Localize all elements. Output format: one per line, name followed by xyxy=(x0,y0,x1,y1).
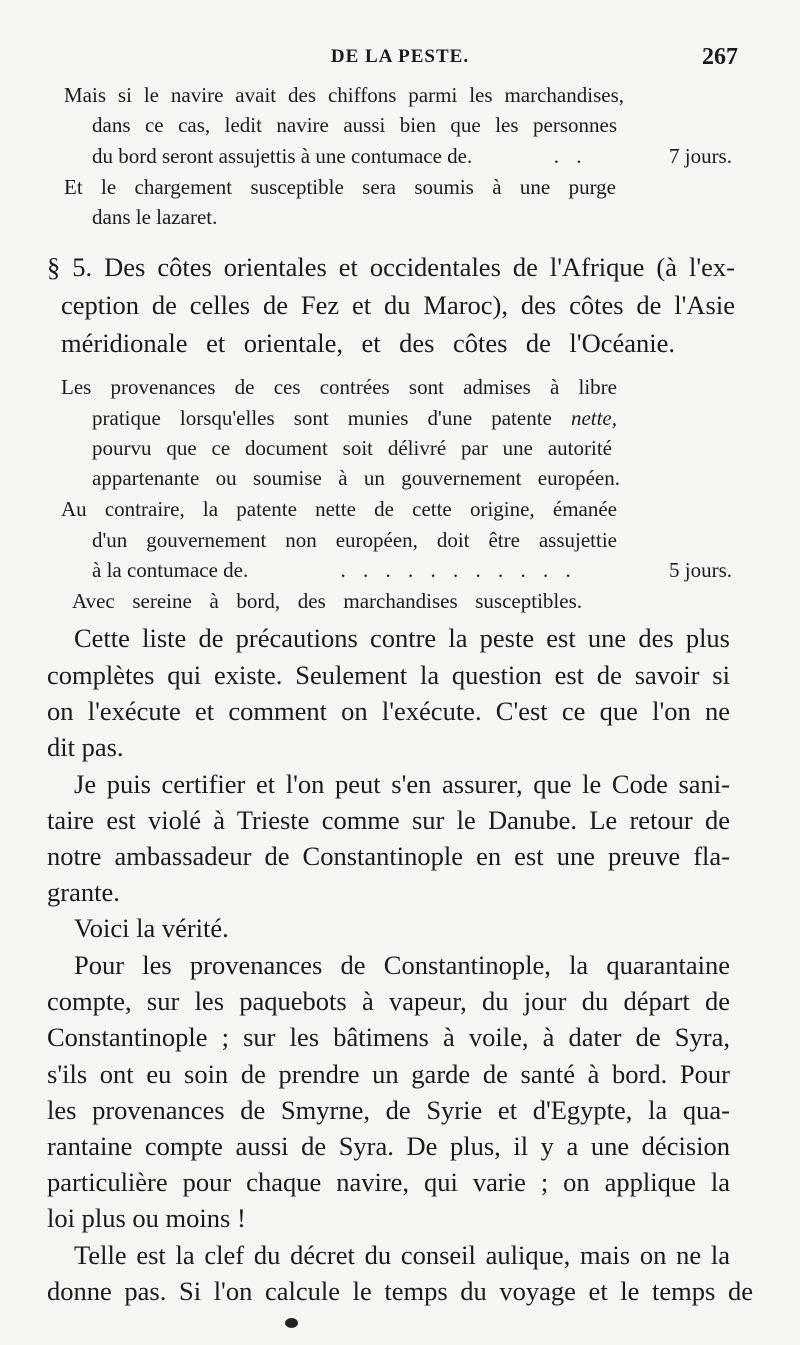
body-line: Voici la vérité. xyxy=(74,913,229,943)
ink-blot-mark xyxy=(285,1318,298,1328)
reg-line: Mais si le navire avait des chiffons parmi les marchandises, xyxy=(64,83,624,107)
body-line: les provenances de Smyrne, de Syrie et d'Egypte, la qua- xyxy=(47,1095,730,1125)
body-line: s'ils ont eu soin de prendre un garde de santé à bord. Pour xyxy=(47,1059,730,1089)
body-line: taire est violé à Trieste comme sur le Danube. Le retour de xyxy=(47,805,730,835)
reg-line-with-duration: du bord seront assujettis à une contumace de. . . 7 jours. xyxy=(92,144,732,168)
page-header xyxy=(60,44,740,76)
reg-line: appartenante ou soumise à un gouvernement européen. xyxy=(92,466,620,490)
section-heading-line: § 5. Des côtes orientales et occidentales de l'Afrique (à l'ex- xyxy=(47,252,735,282)
body-line: particulière pour chaque navire, qui varie ; on applique la xyxy=(47,1167,730,1197)
body-line: loi plus ou moins ! xyxy=(47,1203,246,1233)
body-line: Cette liste de précautions contre la peste est une des plus xyxy=(74,623,730,653)
body-line: Constantinople ; sur les bâtimens à voile, à dater de Syra, xyxy=(47,1022,730,1052)
running-title: DE LA PESTE. xyxy=(330,46,470,67)
reg-line: dans ce cas, ledit navire aussi bien que les personnes xyxy=(92,113,617,137)
body-line: dit pas. xyxy=(47,732,124,762)
section-heading-line: méridionale et orientale, et des côtes de l'Océanie. xyxy=(61,328,675,358)
body-line: compte, sur les paquebots à vapeur, du jour du départ de xyxy=(47,986,730,1016)
body-line: Telle est la clef du décret du conseil aulique, mais on ne la xyxy=(74,1240,730,1270)
reg-line-with-duration: à la contumace de. . . . . . . . . . . . 5 jours. xyxy=(92,558,732,582)
section-heading-line: ception de celles de Fez et du Maroc), des côtes de l'Asie xyxy=(61,290,735,320)
body-line: Je puis certifier et l'on peut s'en assurer, que le Code sani- xyxy=(74,769,730,799)
body-line: rantaine compte aussi de Syra. De plus, il y a une décision xyxy=(47,1131,730,1161)
reg-line: Les provenances de ces contrées sont admises à libre xyxy=(61,375,617,399)
body-line: Pour les provenances de Constantinople, la quarantaine xyxy=(74,950,730,980)
reg-line: pourvu que ce document soit délivré par une autorité xyxy=(92,436,612,460)
body-line: notre ambassadeur de Constantinople en est une preuve fla- xyxy=(47,841,730,871)
reg-line: Et le chargement susceptible sera soumis à une purge xyxy=(64,175,616,199)
body-line: donne pas. Si l'on calcule le temps du voyage et le temps de xyxy=(47,1276,753,1306)
reg-line: Au contraire, la patente nette de cette origine, émanée xyxy=(61,497,617,521)
section-marker: § 5. xyxy=(47,252,93,282)
reg-line: pratique lorsqu'elles sont munies d'une patente nette, xyxy=(92,406,617,430)
reg-line: d'un gouvernement non européen, doit être assujettie xyxy=(92,528,617,552)
reg-line: dans le lazaret. xyxy=(92,205,218,229)
reg-line: Avec sereine à bord, des marchandises susceptibles. xyxy=(72,589,582,613)
page-number: 267 xyxy=(702,44,738,70)
body-line: grante. xyxy=(47,877,120,907)
body-line: on l'exécute et comment on l'exécute. C'est ce que l'on ne xyxy=(47,696,730,726)
body-line: complètes qui existe. Seulement la question est de savoir si xyxy=(47,660,730,690)
